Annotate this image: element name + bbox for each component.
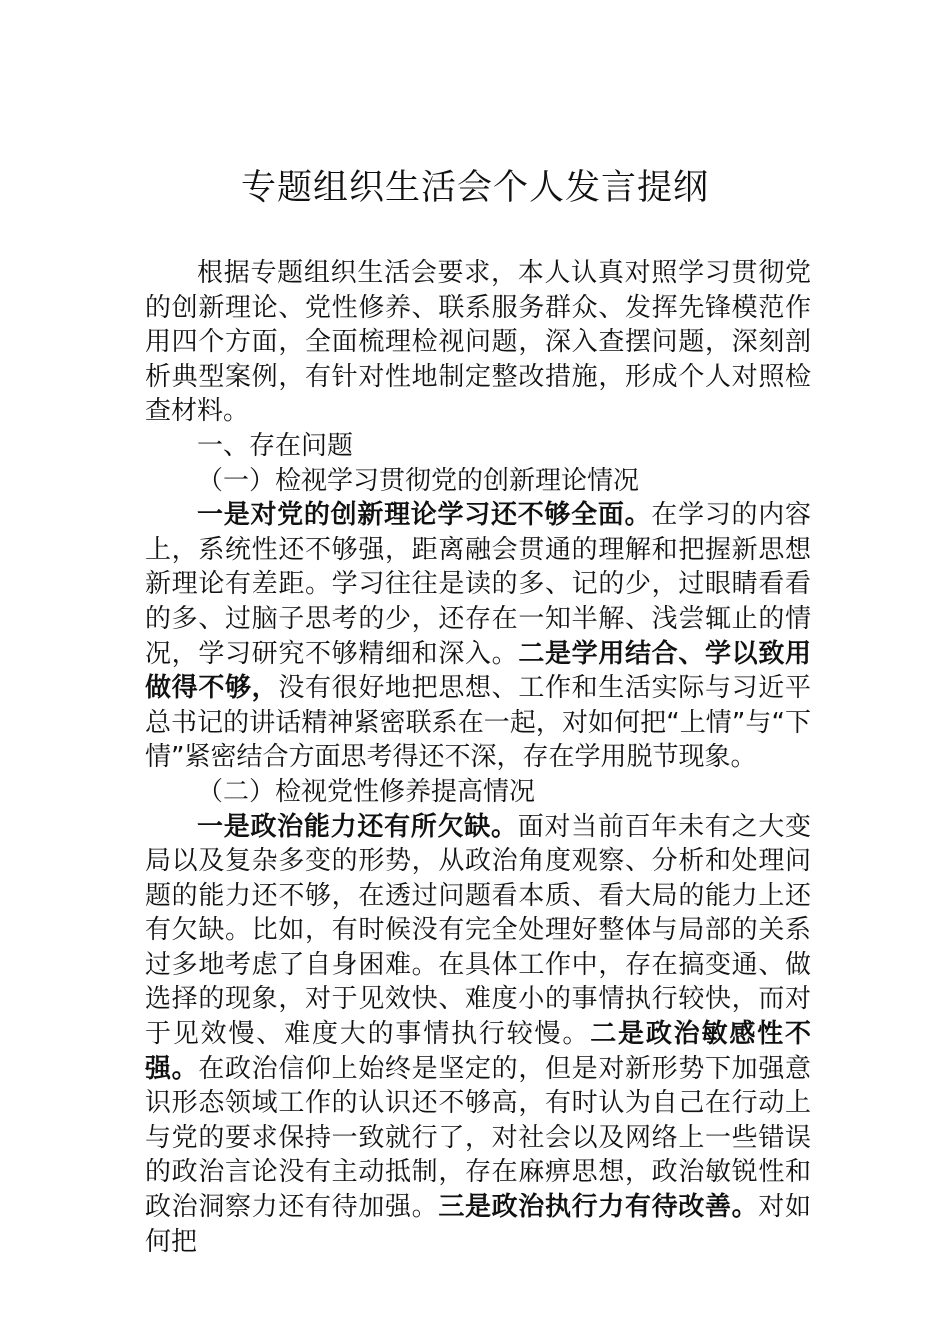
intro-paragraph: 根据专题组织生活会要求，本人认真对照学习贯彻党的创新理论、党性修养、联系服务群众、发挥先锋模范作用四个方面，全面梳理检视问题，深入查摆问题，深刻剖析典型案例，有针对性地制定整改措施，形成个人对照检查材料。 bbox=[145, 258, 811, 427]
paragraph-theory-study bbox=[145, 498, 811, 775]
document-title: 专题组织生活会个人发言提纲 bbox=[240, 168, 709, 208]
point-text: 面对当前百年未有之大变局以及复杂多变的形势，从政治角度观察、分析和处理问题的能力还不够，在透过问题看本质、看大局的能力上还有欠缺。比如，有时候没有完全处理好整体与局部的关系过多地考虑了自身困难。在具体工作中，存在搞变通、做选择的现象，对于见效快、难度小的事情执行较快，而对于见效慢、难度大的事情执行较慢。 bbox=[145, 811, 811, 1050]
subsection-heading: （一）检视学习贯彻党的创新理论情况 bbox=[197, 465, 640, 496]
document-body bbox=[145, 256, 811, 1259]
point-text: 在学习的内容上，系统性还不够强，距离融会贯通的理解和把握新思想新理论有差距。学习往往是读的多、记的少，过眼睛看看的多、过脑子思考的少，还存在一知半解、浅尝辄止的情况，学习研究不够精细和深入。 bbox=[145, 500, 811, 669]
point-title: 二是学用结合、学以致用做得不够， bbox=[145, 638, 811, 704]
section-heading: 一、存在问题 bbox=[197, 430, 354, 461]
point-text: 对如何把 bbox=[145, 1192, 811, 1257]
point-title: 三是政治执行力有待改善。 bbox=[438, 1192, 759, 1223]
point-text: 没有很好地把思想、工作和生活实际与习近平总书记的讲话精神紧密联系在一起，对如何把“上情”与“下情”紧密结合方面思考得还不深，存在学用脱节现象。 bbox=[145, 673, 811, 773]
point-text: 在政治信仰上始终是坚定的，但是对新形势下加强意识形态领域工作的认识还不够高，有时认为自己在行动上与党的要求保持一致就行了，对社会以及网络上一些错误的政治言论没有主动抵制，存在麻痹思想，政治敏锐性和政治洞察力还有待加强。 bbox=[145, 1053, 811, 1223]
point-title: 一是对党的创新理论学习还不够全面。 bbox=[197, 500, 652, 531]
subsection-heading: （二）检视党性修养提高情况 bbox=[197, 776, 536, 807]
paragraph-party-spirit bbox=[145, 810, 811, 1260]
point-title: 二是政治敏感性不强。 bbox=[145, 1019, 811, 1084]
point-title: 一是政治能力还有所欠缺。 bbox=[197, 811, 518, 842]
